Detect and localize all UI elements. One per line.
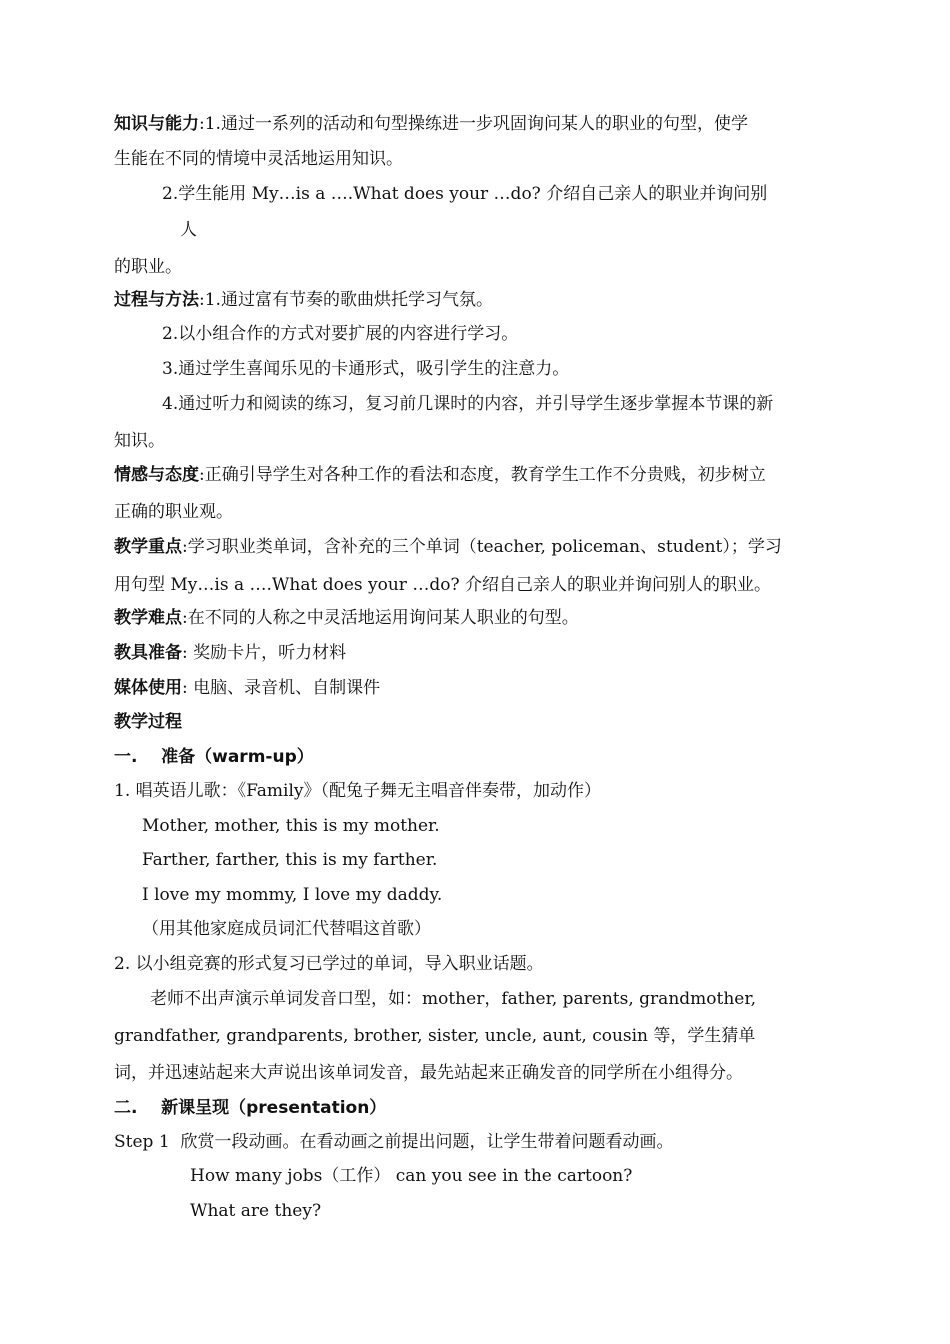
knowledge-item2-line3: 的职业。 <box>114 257 182 277</box>
song-note: （用其他家庭成员词汇代替唱这首歌） <box>142 919 431 939</box>
materials-text: : 奖励卡片，听力材料 <box>182 643 347 663</box>
materials-line <box>114 642 346 664</box>
knowledge-label: 知识与能力 <box>114 114 199 134</box>
key-points-label: 教学重点 <box>114 537 182 557</box>
section1-step2-line3: 词，并迅速站起来大声说出该单词发音，最先站起来正确发音的同学所在小组得分。 <box>114 1063 743 1083</box>
key-points-line-1 <box>114 536 782 558</box>
difficulties-line <box>114 607 579 629</box>
process-label: 过程与方法 <box>114 290 199 310</box>
media-text: : 电脑、录音机、自制课件 <box>182 678 381 698</box>
difficulties-text: :在不同的人称之中灵活地运用询问某人职业的句型。 <box>182 608 579 628</box>
section1-step2-line2: grandfather, grandparents, brother, sister, uncle, aunt, cousin 等，学生猜单 <box>114 1026 756 1046</box>
section1-title: 一. 准备（warm-up） <box>114 747 314 767</box>
process-item1: :1.通过富有节奏的歌曲烘托学习气氛。 <box>199 290 493 310</box>
knowledge-item1-line2: 生能在不同的情境中灵活地运用知识。 <box>114 149 403 169</box>
process-title: 教学过程 <box>114 712 182 732</box>
song-line-2: Farther, farther, this is my farther. <box>142 850 438 870</box>
attitude-line-1 <box>114 464 766 486</box>
process-item2: 2.以小组合作的方式对要扩展的内容进行学习。 <box>162 324 519 344</box>
process-item4-line2: 知识。 <box>114 431 165 451</box>
section1-step2-line1: 老师不出声演示单词发音口型，如：mother，father, parents, grandmother, <box>150 989 757 1009</box>
media-label: 媒体使用 <box>114 678 182 698</box>
section2-title: 二. 新课呈现（presentation） <box>114 1098 387 1118</box>
materials-label: 教具准备 <box>114 643 182 663</box>
difficulties-label: 教学难点 <box>114 608 182 628</box>
key-points-text-1: :学习职业类单词，含补充的三个单词（teacher, policeman、student）；学习 <box>182 537 782 557</box>
section2-question-2: What are they? <box>190 1201 322 1221</box>
knowledge-line-1 <box>114 113 838 135</box>
knowledge-item2-line1: 2.学生能用 My…is a ….What does your …do? 介绍自己亲人的职业并询问别 <box>162 184 768 204</box>
process-item3: 3.通过学生喜闻乐见的卡通形式，吸引学生的注意力。 <box>162 359 570 379</box>
section2-question-1: How many jobs（工作） can you see in the cartoon? <box>190 1166 633 1186</box>
key-points-text-2: 用句型 My…is a ….What does your …do? 介绍自己亲人的职业并询问别人的职业。 <box>114 575 771 595</box>
knowledge-item1-line1: :1.通过一系列的活动和句型操练进一步巩固询问某人的职业的句型，使学 <box>199 114 748 134</box>
process-line-1 <box>114 289 493 311</box>
section2-step1: Step 1 欣赏一段动画。在看动画之前提出问题，让学生带着问题看动画。 <box>114 1132 674 1152</box>
attitude-label: 情感与态度 <box>114 465 199 485</box>
attitude-text-1: :正确引导学生对各种工作的看法和态度，教育学生工作不分贵贱，初步树立 <box>199 465 766 485</box>
media-line <box>114 677 380 699</box>
song-line-3: I love my mommy, I love my daddy. <box>142 885 443 905</box>
section1-step2: 2. 以小组竞赛的形式复习已学过的单词，导入职业话题。 <box>114 954 544 974</box>
process-item4-line1: 4.通过听力和阅读的练习，复习前几课时的内容，并引导学生逐步掌握本节课的新 <box>162 394 774 414</box>
knowledge-item2-line2: 人 <box>180 220 197 240</box>
song-line-1: Mother, mother, this is my mother. <box>142 816 440 836</box>
section1-step1: 1. 唱英语儿歌：《Family》（配兔子舞无主唱音伴奏带，加动作） <box>114 781 601 801</box>
attitude-text-2: 正确的职业观。 <box>114 502 233 522</box>
